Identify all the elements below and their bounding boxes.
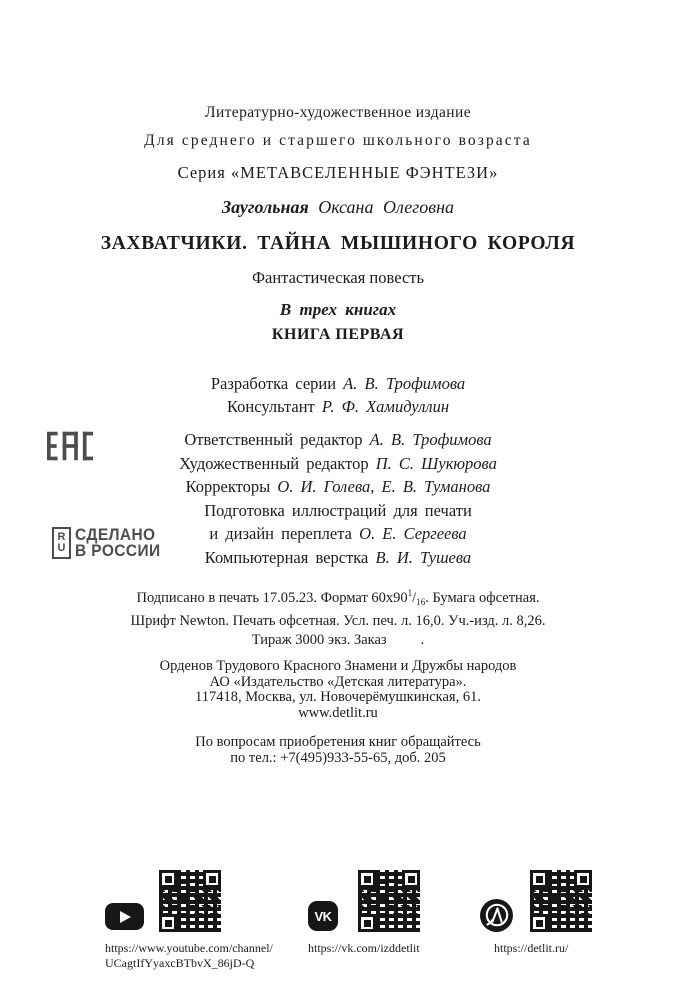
publisher-name-line: АО «Издательство «Детская литература». — [209, 673, 467, 690]
youtube-qr-code — [159, 870, 221, 932]
made-in-russia-label: СДЕЛАНО В РОССИИ — [75, 525, 161, 561]
credit-line-art-editor: Художественный редактор П. С. Шукюрова — [179, 453, 497, 473]
detlit-url: https://detlit.ru/ — [494, 941, 569, 955]
credit-line-managing-editor: Ответственный редактор А. В. Трофимова — [184, 430, 492, 449]
contact-line2: по тел.: +7(495)933-55-65, доб. 205 — [230, 750, 446, 766]
print-info-line2: Шрифт Newton. Печать офсетная. Усл. печ. л. 16,0. Уч.-изд. л. 8,26. — [130, 613, 546, 629]
detlit-publisher-logo-icon — [480, 899, 513, 932]
youtube-icon — [105, 903, 144, 930]
credit-line-typesetting: Компьютерная верстка В. И. Тушева — [204, 547, 472, 567]
print-info-line3: Тираж 3000 экз. Заказ . — [251, 632, 425, 648]
series-line: Серия «МЕТАВСЕЛЕННЫЕ ФЭНТЕЗИ» — [177, 163, 499, 182]
edition-type-line: Литературно-художественное издание — [205, 104, 471, 121]
vk-icon: VK — [308, 901, 338, 931]
author-surname: Заугольная — [221, 197, 309, 217]
set-line: В трех книгах — [279, 300, 397, 319]
vk-url: https://vk.com/izddetlit — [308, 941, 420, 955]
book-number-line: КНИГА ПЕРВАЯ — [271, 326, 405, 343]
eac-conformity-mark-icon — [47, 424, 93, 468]
detlit-social-block — [480, 870, 592, 956]
series-staff-block — [0, 372, 676, 418]
credit-line-series-developer: Разработка серии А. В. Трофимова — [210, 374, 466, 393]
author-line — [0, 196, 676, 219]
publisher-website: www.detlit.ru — [298, 704, 378, 721]
audience-line: Для среднего и старшего школьного возраста — [144, 132, 532, 149]
author-given-names: Оксана Олеговна — [318, 197, 455, 217]
publisher-awards-line: Орденов Трудового Красного Знамени и Дружбы народов — [159, 658, 517, 674]
print-info-line1: Подписано в печать 17.05.23. Формат $60х90^1/_{16}$. Бумага офсетная. — [136, 588, 540, 607]
publisher-address-line: 117418, Москва, ул. Новочерёмушкинская, 61. — [195, 689, 481, 705]
purchase-contact-block — [0, 734, 676, 766]
contact-line1: По вопросам приобретения книг обращайтесь — [195, 734, 481, 750]
credit-line-proofreaders: Корректоры О. И. Голева, Е. В. Туманова — [185, 477, 491, 496]
youtube-social-block — [105, 870, 273, 971]
book-title: ЗАХВАТЧИКИ. ТАЙНА МЫШИНОГО КОРОЛЯ — [100, 233, 576, 254]
imprint-column — [0, 103, 676, 766]
made-in-russia-ru-icon: R U — [52, 527, 71, 559]
vk-qr-code — [358, 870, 420, 932]
made-in-russia-mark — [52, 527, 161, 559]
print-info-block — [0, 584, 676, 650]
credit-line-consultant: Консультант Р. Ф. Хамидуллин — [226, 397, 450, 416]
vk-social-block — [308, 870, 420, 956]
publisher-block — [0, 659, 676, 721]
detlit-qr-code — [530, 870, 592, 932]
play-icon — [120, 911, 131, 923]
youtube-url: https://www.youtube.com/channel/ UCagtIfYyaxcBTbvX_86jD-Q — [105, 941, 273, 970]
credit-line-cover-design: и дизайн переплета О. Е. Сергеева — [209, 524, 467, 543]
credit-line-illustration-prep: Подготовка иллюстраций для печати — [204, 500, 472, 520]
book-subtitle: Фантастическая повесть — [251, 268, 425, 287]
